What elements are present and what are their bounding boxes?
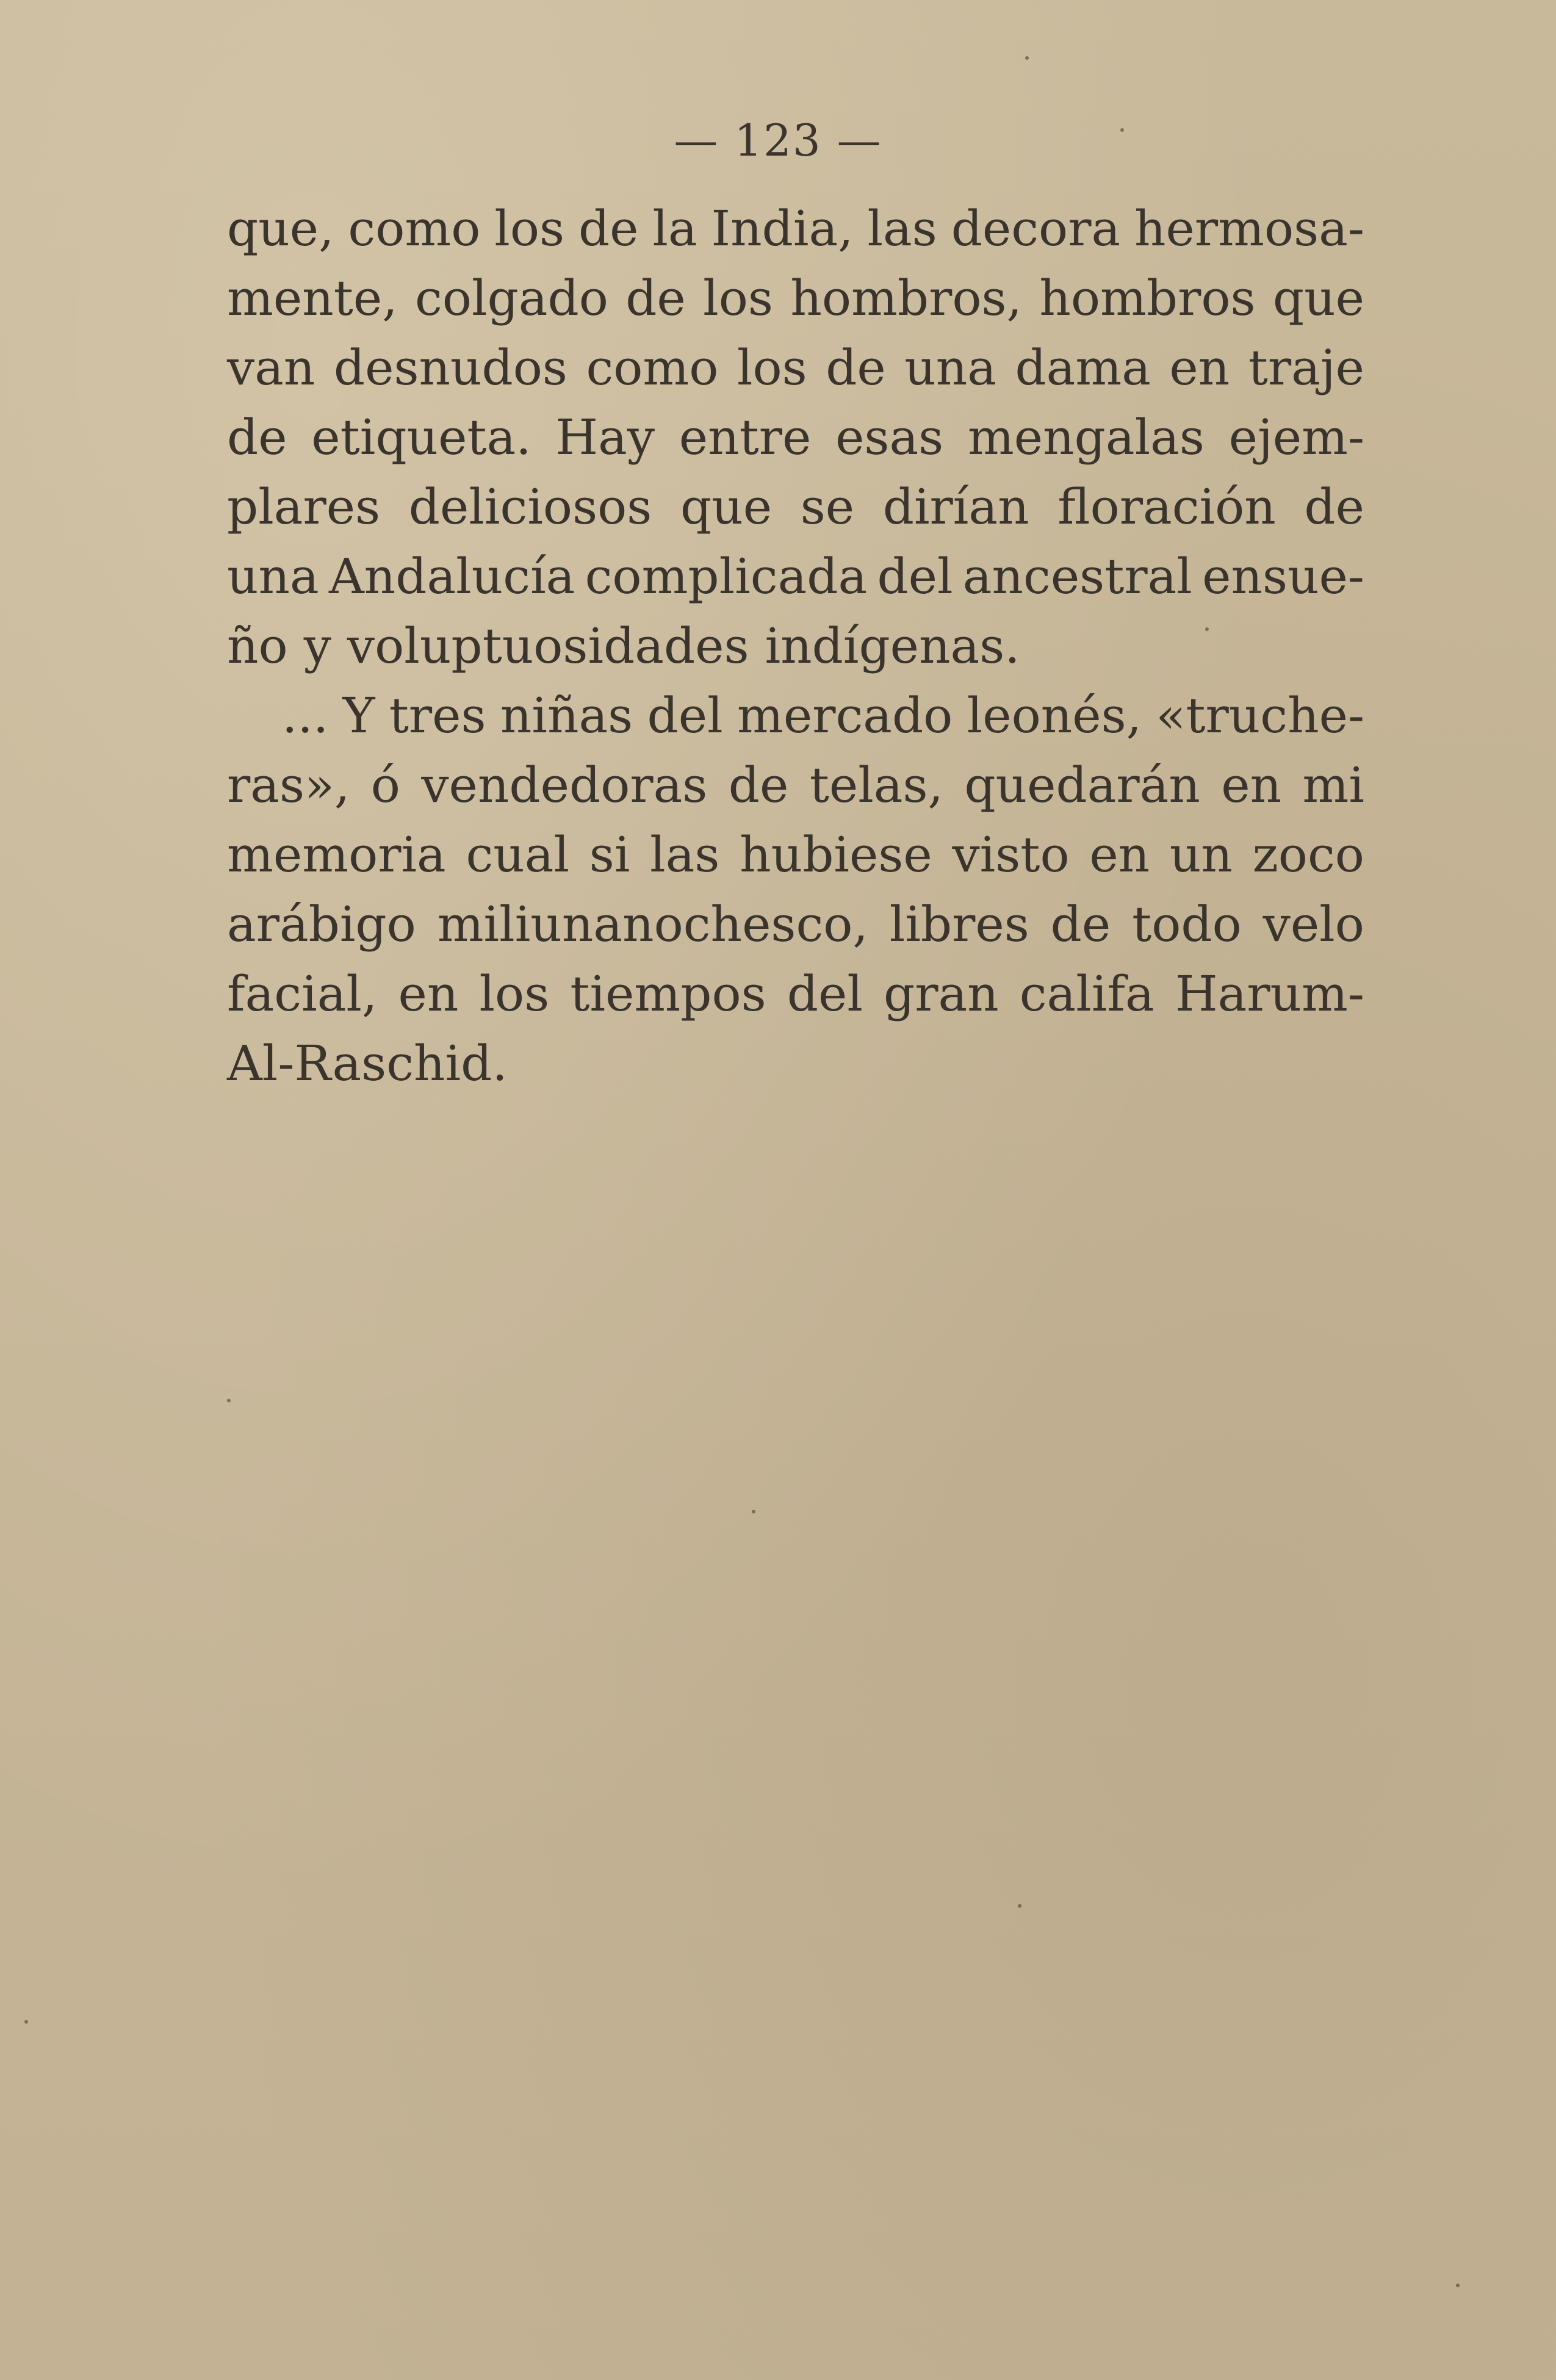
word: dirían bbox=[882, 478, 1029, 535]
word: los bbox=[479, 965, 550, 1022]
word: telas, bbox=[809, 757, 943, 813]
text-line bbox=[227, 959, 1364, 1029]
word: esas bbox=[835, 409, 944, 466]
word: hubiese bbox=[740, 826, 932, 883]
word: un bbox=[1169, 826, 1233, 883]
word: ó bbox=[370, 757, 400, 813]
word: memoria bbox=[227, 826, 446, 883]
text-line bbox=[227, 264, 1364, 333]
word: quedarán bbox=[964, 757, 1200, 813]
word: van bbox=[227, 339, 315, 396]
word: miliunanochesco, bbox=[437, 896, 868, 953]
word: ejem- bbox=[1228, 409, 1364, 466]
word: mengalas bbox=[967, 409, 1205, 466]
text-line bbox=[227, 472, 1364, 542]
word: si bbox=[589, 826, 630, 883]
word: decora bbox=[951, 200, 1121, 257]
word: zoco bbox=[1252, 826, 1364, 883]
word: que, bbox=[227, 200, 334, 257]
word: tres bbox=[389, 687, 486, 744]
word: de bbox=[728, 757, 789, 813]
word: que bbox=[680, 478, 773, 535]
word: entre bbox=[679, 409, 812, 466]
word: del bbox=[877, 548, 953, 605]
word: una bbox=[227, 548, 319, 605]
word: voluptuosidades bbox=[347, 618, 749, 674]
word: y bbox=[303, 618, 331, 674]
word: complicada bbox=[585, 548, 868, 605]
text-line bbox=[227, 681, 1364, 751]
word: como bbox=[586, 339, 719, 396]
word: «truche- bbox=[1156, 687, 1364, 744]
word: las bbox=[867, 200, 937, 257]
word: floración bbox=[1057, 478, 1276, 535]
text-line bbox=[227, 403, 1364, 472]
word: los bbox=[494, 200, 565, 257]
word: de bbox=[1050, 896, 1111, 953]
page-number: — 123 — bbox=[674, 115, 882, 166]
word: se bbox=[800, 478, 855, 535]
word: indígenas. bbox=[765, 618, 1020, 674]
word: Al-Raschid. bbox=[227, 1035, 508, 1092]
paper-speck bbox=[1456, 2284, 1460, 2287]
text-line bbox=[227, 890, 1364, 959]
word: de bbox=[826, 339, 886, 396]
word: desnudos bbox=[333, 339, 567, 396]
word: ras», bbox=[227, 757, 350, 813]
word: Hay bbox=[555, 409, 655, 466]
word: ño bbox=[227, 618, 288, 674]
paragraph bbox=[227, 194, 1364, 681]
word: de bbox=[1304, 478, 1364, 535]
word: Y bbox=[342, 687, 375, 744]
word: tiempos bbox=[570, 965, 766, 1022]
paper-speck bbox=[227, 1399, 231, 1402]
word: mi bbox=[1302, 757, 1364, 813]
word: las bbox=[650, 826, 720, 883]
word: como bbox=[348, 200, 481, 257]
word: dama bbox=[1015, 339, 1151, 396]
word: califa bbox=[1019, 965, 1154, 1022]
word: Andalucía bbox=[328, 548, 575, 605]
word: hombros bbox=[1039, 270, 1256, 326]
word: de bbox=[227, 409, 287, 466]
word: deliciosos bbox=[408, 478, 652, 535]
word: en bbox=[1169, 339, 1230, 396]
word: de bbox=[578, 200, 639, 257]
word: en bbox=[1221, 757, 1282, 813]
word: ensue- bbox=[1202, 548, 1364, 605]
word: hombros, bbox=[790, 270, 1022, 326]
word: ancestral bbox=[962, 548, 1192, 605]
word: plares bbox=[227, 478, 381, 535]
word: leonés, bbox=[967, 687, 1142, 744]
text-line bbox=[227, 751, 1364, 820]
word: gran bbox=[884, 965, 999, 1022]
word: vendedoras bbox=[421, 757, 708, 813]
word: colgado bbox=[415, 270, 608, 326]
paper-speck bbox=[24, 2020, 28, 2024]
word: en bbox=[1089, 826, 1150, 883]
word: Harum- bbox=[1175, 965, 1364, 1022]
text-line bbox=[227, 542, 1364, 611]
word: arábigo bbox=[227, 896, 416, 953]
word: en bbox=[398, 965, 459, 1022]
word: cual bbox=[466, 826, 570, 883]
word: los bbox=[737, 339, 807, 396]
word: la bbox=[652, 200, 697, 257]
word: una bbox=[904, 339, 996, 396]
word: todo bbox=[1132, 896, 1242, 953]
word: mente, bbox=[227, 270, 398, 326]
word: etiqueta. bbox=[311, 409, 531, 466]
word: ... bbox=[282, 687, 329, 744]
word: niñas bbox=[500, 687, 633, 744]
text-line bbox=[227, 1029, 1364, 1098]
word: mercado bbox=[737, 687, 953, 744]
word: facial, bbox=[227, 965, 378, 1022]
text-line bbox=[227, 820, 1364, 890]
text-line bbox=[227, 194, 1364, 264]
word: hermosa- bbox=[1134, 200, 1364, 257]
word: traje bbox=[1248, 339, 1364, 396]
word: del bbox=[787, 965, 863, 1022]
word: los bbox=[703, 270, 773, 326]
paper-speck bbox=[1025, 56, 1029, 60]
text-line bbox=[227, 611, 1364, 681]
text-line bbox=[227, 333, 1364, 403]
word: libres bbox=[889, 896, 1029, 953]
word: visto bbox=[952, 826, 1070, 883]
paper-speck bbox=[1018, 1904, 1021, 1908]
paper-speck bbox=[752, 1510, 755, 1513]
word: del bbox=[647, 687, 723, 744]
word: India, bbox=[711, 200, 854, 257]
body-text bbox=[227, 194, 1364, 1098]
word: que bbox=[1272, 270, 1364, 326]
paragraph bbox=[227, 681, 1364, 1098]
word: velo bbox=[1262, 896, 1364, 953]
word: de bbox=[625, 270, 686, 326]
